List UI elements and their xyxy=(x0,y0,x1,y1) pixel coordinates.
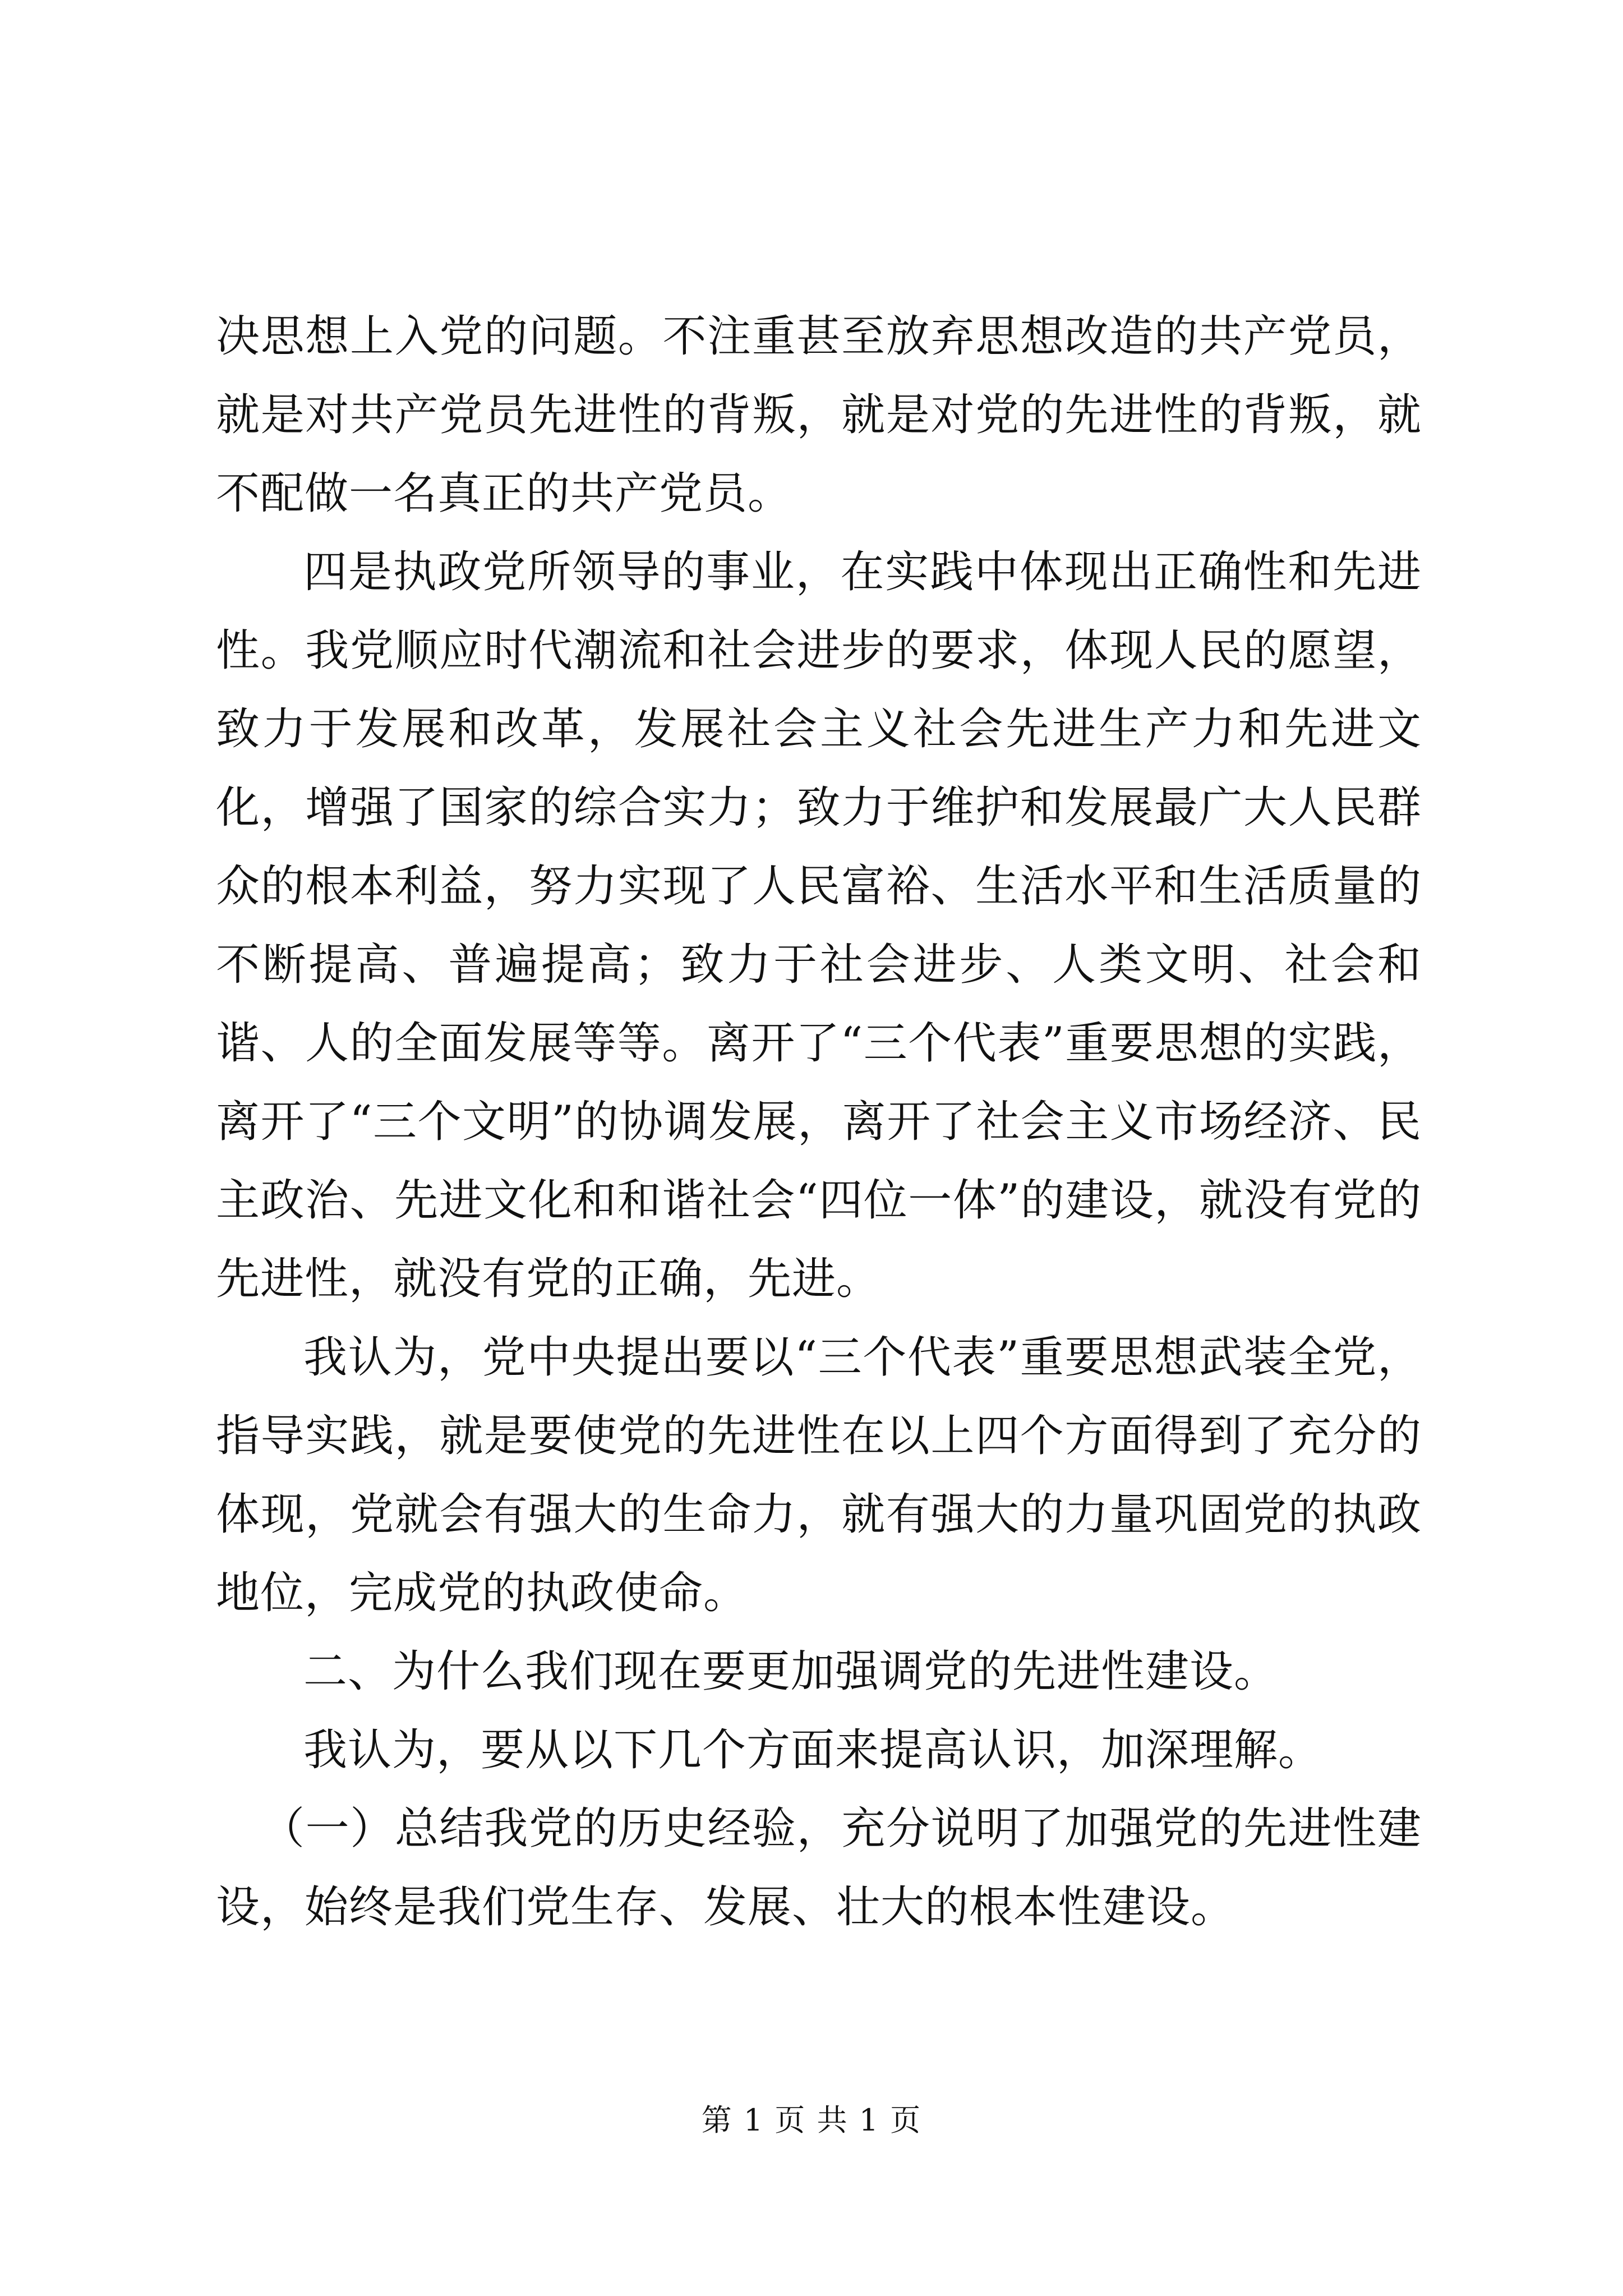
paragraph-point-four: 四是执政党所领导的事业，在实践中体现出正确性和先进性。我党顺应时代潮流和社会进步的要求，体现人民的愿望，致力于发展和改革，发展社会主义社会先进生产力和先进文化，增强了国家的综合实力；致力于维护和发展最广大人民群众的根本利益，努力实现了人民富裕、生活水平和生活质量的不断提高、普遍提高；致力于社会进步、人类文明、社会和谐、人的全面发展等等。离开了“三个代表”重要思想的实践，离开了“三个文明”的协调发展，离开了社会主义市场经济、民主政治、先进文化和和谐社会“四位一体”的建设，就没有党的先进性，就没有党的正确，先进。 xyxy=(216,547,1422,1304)
section-heading-two: 二、为什么我们现在要更加强调党的先进性建设。 xyxy=(303,1646,1279,1697)
paragraph-opinion: 我认为，党中央提出要以“三个代表”重要思想武装全党，指导实践，就是要使党的先进性在以上四个方面得到了充分的体现，党就会有强大的生命力，就有强大的力量巩固党的执政地位，完成党的执政使命。 xyxy=(216,1332,1422,1618)
subsection-one: （一）总结我党的历史经验，充分说明了加强党的先进性建设，始终是我们党生存、发展、壮大的根本性建设。 xyxy=(216,1803,1422,1932)
paragraph-continuation: 决思想上入党的问题。不注重甚至放弃思想改造的共产党员，就是对共产党员先进性的背叛，就是对党的先进性的背叛，就不配做一名真正的共产党员。 xyxy=(216,311,1422,519)
page-number-footer: 第 1 页 共 1 页 xyxy=(701,2102,922,2138)
document-body xyxy=(216,297,1422,1947)
paragraph-understanding: 我认为，要从以下几个方面来提高认识，加深理解。 xyxy=(303,1725,1323,1775)
